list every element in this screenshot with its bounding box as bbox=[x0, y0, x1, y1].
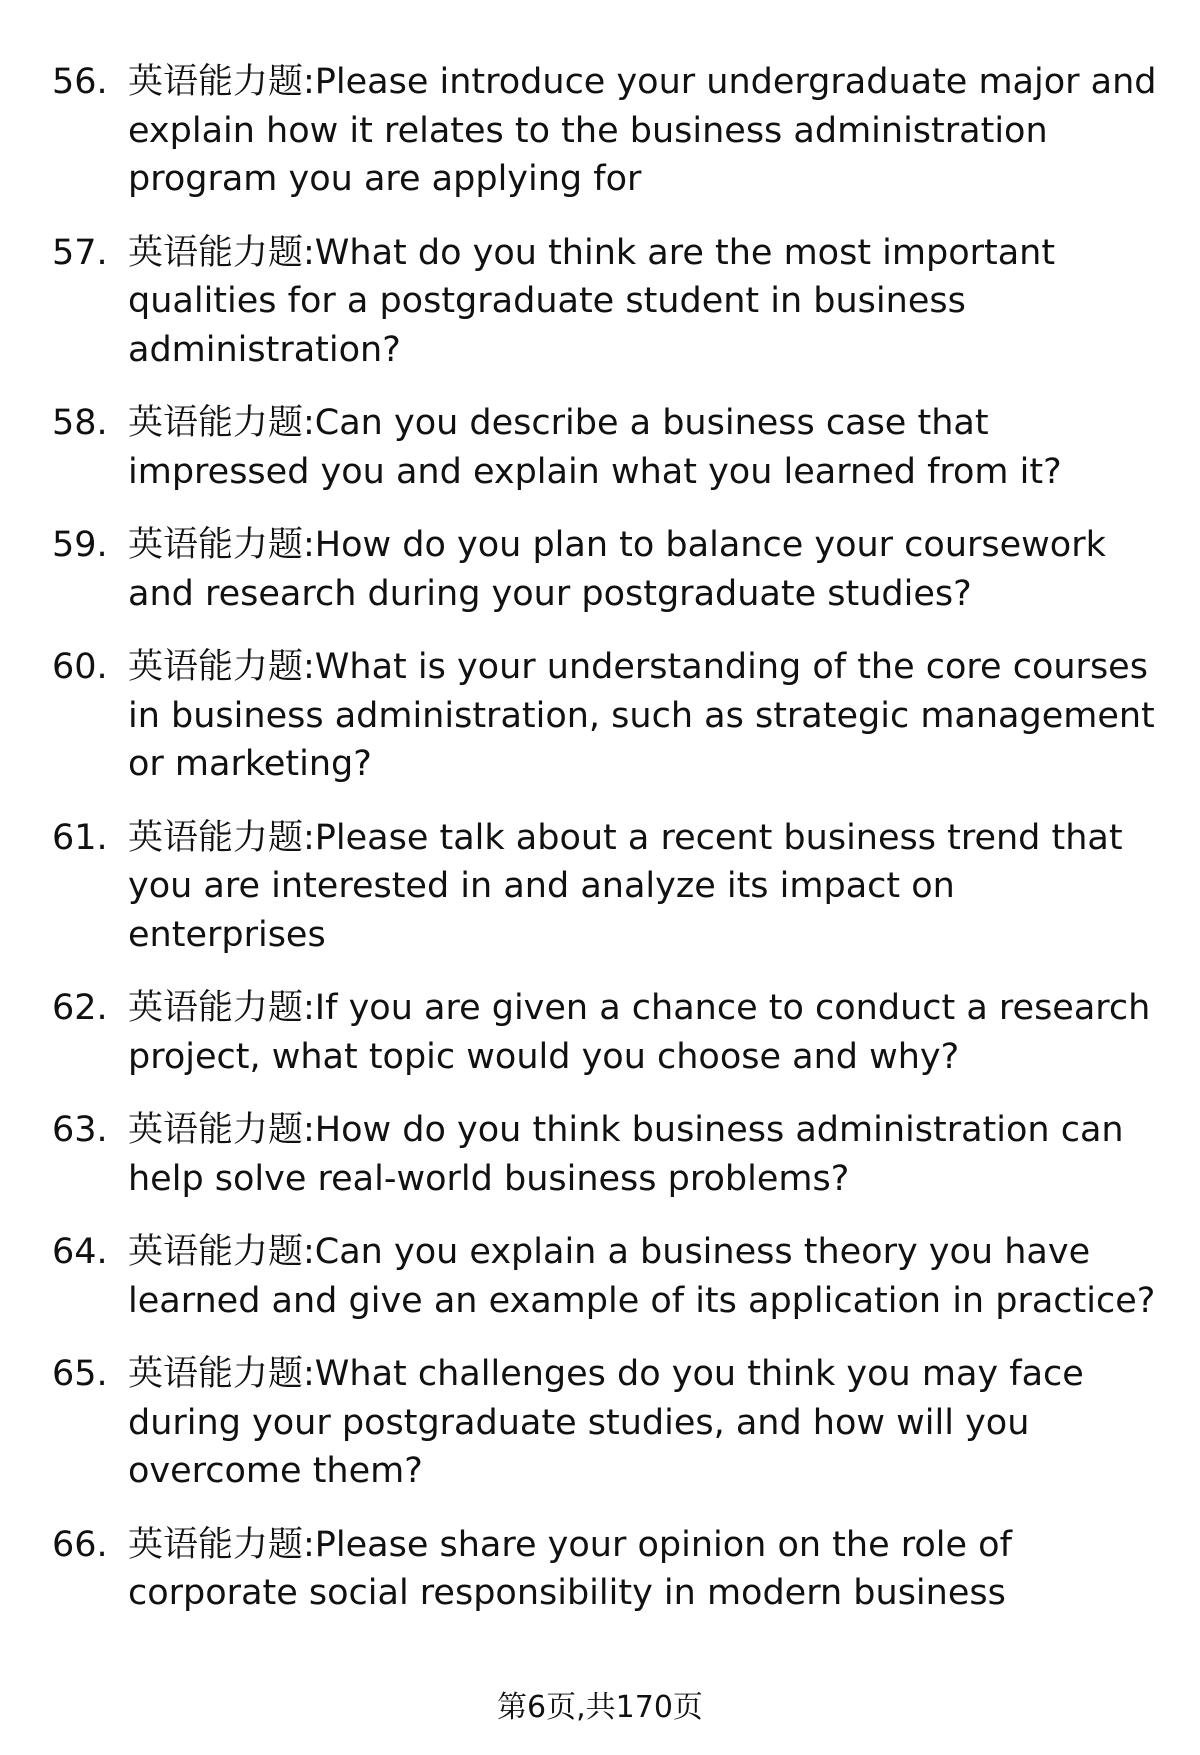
question-text: Please introduce your undergraduate major and explain how it relates to the business administration program you are applying for bbox=[128, 62, 1157, 199]
question-number: 62. bbox=[52, 988, 108, 1028]
question-item bbox=[52, 1521, 1162, 1618]
question-number: 65. bbox=[52, 1354, 108, 1394]
question-item bbox=[52, 1106, 1162, 1203]
question-tag: 英语能力题: bbox=[128, 988, 315, 1028]
question-text: What challenges do you think you may face during your postgraduate studies, and how will you overcome them? bbox=[128, 1354, 1084, 1491]
question-body bbox=[128, 521, 1162, 618]
question-number: 66. bbox=[52, 1524, 108, 1565]
question-tag: 英语能力题: bbox=[128, 1110, 315, 1150]
question-number: 61. bbox=[52, 817, 108, 858]
question-tag: 英语能力题: bbox=[128, 647, 315, 687]
question-item bbox=[52, 229, 1162, 375]
question-text: How do you plan to balance your coursework and research during your postgraduate studies? bbox=[128, 525, 1106, 614]
question-item bbox=[52, 58, 1162, 204]
question-text: What do you think are the most important qualities for a postgraduate student in business administration? bbox=[128, 232, 1056, 370]
question-body bbox=[128, 1350, 1162, 1496]
question-body bbox=[128, 1106, 1162, 1203]
question-text: Can you describe a business case that impressed you and explain what you learned from it? bbox=[128, 403, 1062, 492]
question-text: What is your understanding of the core courses in business administration, such as strategic management or marketing? bbox=[128, 647, 1155, 784]
question-text: If you are given a chance to conduct a research project, what topic would you choose and why? bbox=[128, 988, 1151, 1077]
question-body bbox=[128, 58, 1162, 204]
question-tag: 英语能力题: bbox=[128, 62, 315, 102]
question-list bbox=[52, 58, 1162, 1618]
question-item bbox=[52, 1350, 1162, 1496]
question-tag: 英语能力题: bbox=[128, 817, 315, 858]
question-text: Can you explain a business theory you have learned and give an example of its application in practice? bbox=[128, 1232, 1156, 1321]
question-number: 63. bbox=[52, 1110, 108, 1150]
question-text: How do you think business administration can help solve real-world business problems? bbox=[128, 1110, 1124, 1199]
question-number: 57. bbox=[52, 232, 108, 273]
question-tag: 英语能力题: bbox=[128, 232, 315, 273]
question-item bbox=[52, 814, 1162, 960]
question-number: 59. bbox=[52, 525, 108, 565]
question-tag: 英语能力题: bbox=[128, 403, 315, 443]
question-body bbox=[128, 1521, 1162, 1618]
question-body bbox=[128, 984, 1162, 1081]
question-item bbox=[52, 1228, 1162, 1325]
question-item bbox=[52, 521, 1162, 618]
question-number: 60. bbox=[52, 647, 108, 687]
question-tag: 英语能力题: bbox=[128, 1524, 315, 1565]
question-body bbox=[128, 229, 1162, 375]
question-tag: 英语能力题: bbox=[128, 1354, 315, 1394]
question-body bbox=[128, 1228, 1162, 1325]
question-number: 58. bbox=[52, 403, 108, 443]
question-text: Please talk about a recent business trend that you are interested in and analyze its impact on enterprises bbox=[128, 817, 1123, 955]
question-body bbox=[128, 399, 1162, 496]
question-body bbox=[128, 814, 1162, 960]
question-item bbox=[52, 984, 1162, 1081]
question-tag: 英语能力题: bbox=[128, 1232, 315, 1272]
question-tag: 英语能力题: bbox=[128, 525, 315, 565]
question-text: Please share your opinion on the role of corporate social responsibility in modern business bbox=[128, 1524, 1012, 1613]
question-body bbox=[128, 643, 1162, 789]
question-item bbox=[52, 643, 1162, 789]
question-number: 64. bbox=[52, 1232, 108, 1272]
page-footer: 第6页,共170页 bbox=[497, 1690, 703, 1725]
question-number: 56. bbox=[52, 62, 108, 102]
question-item bbox=[52, 399, 1162, 496]
